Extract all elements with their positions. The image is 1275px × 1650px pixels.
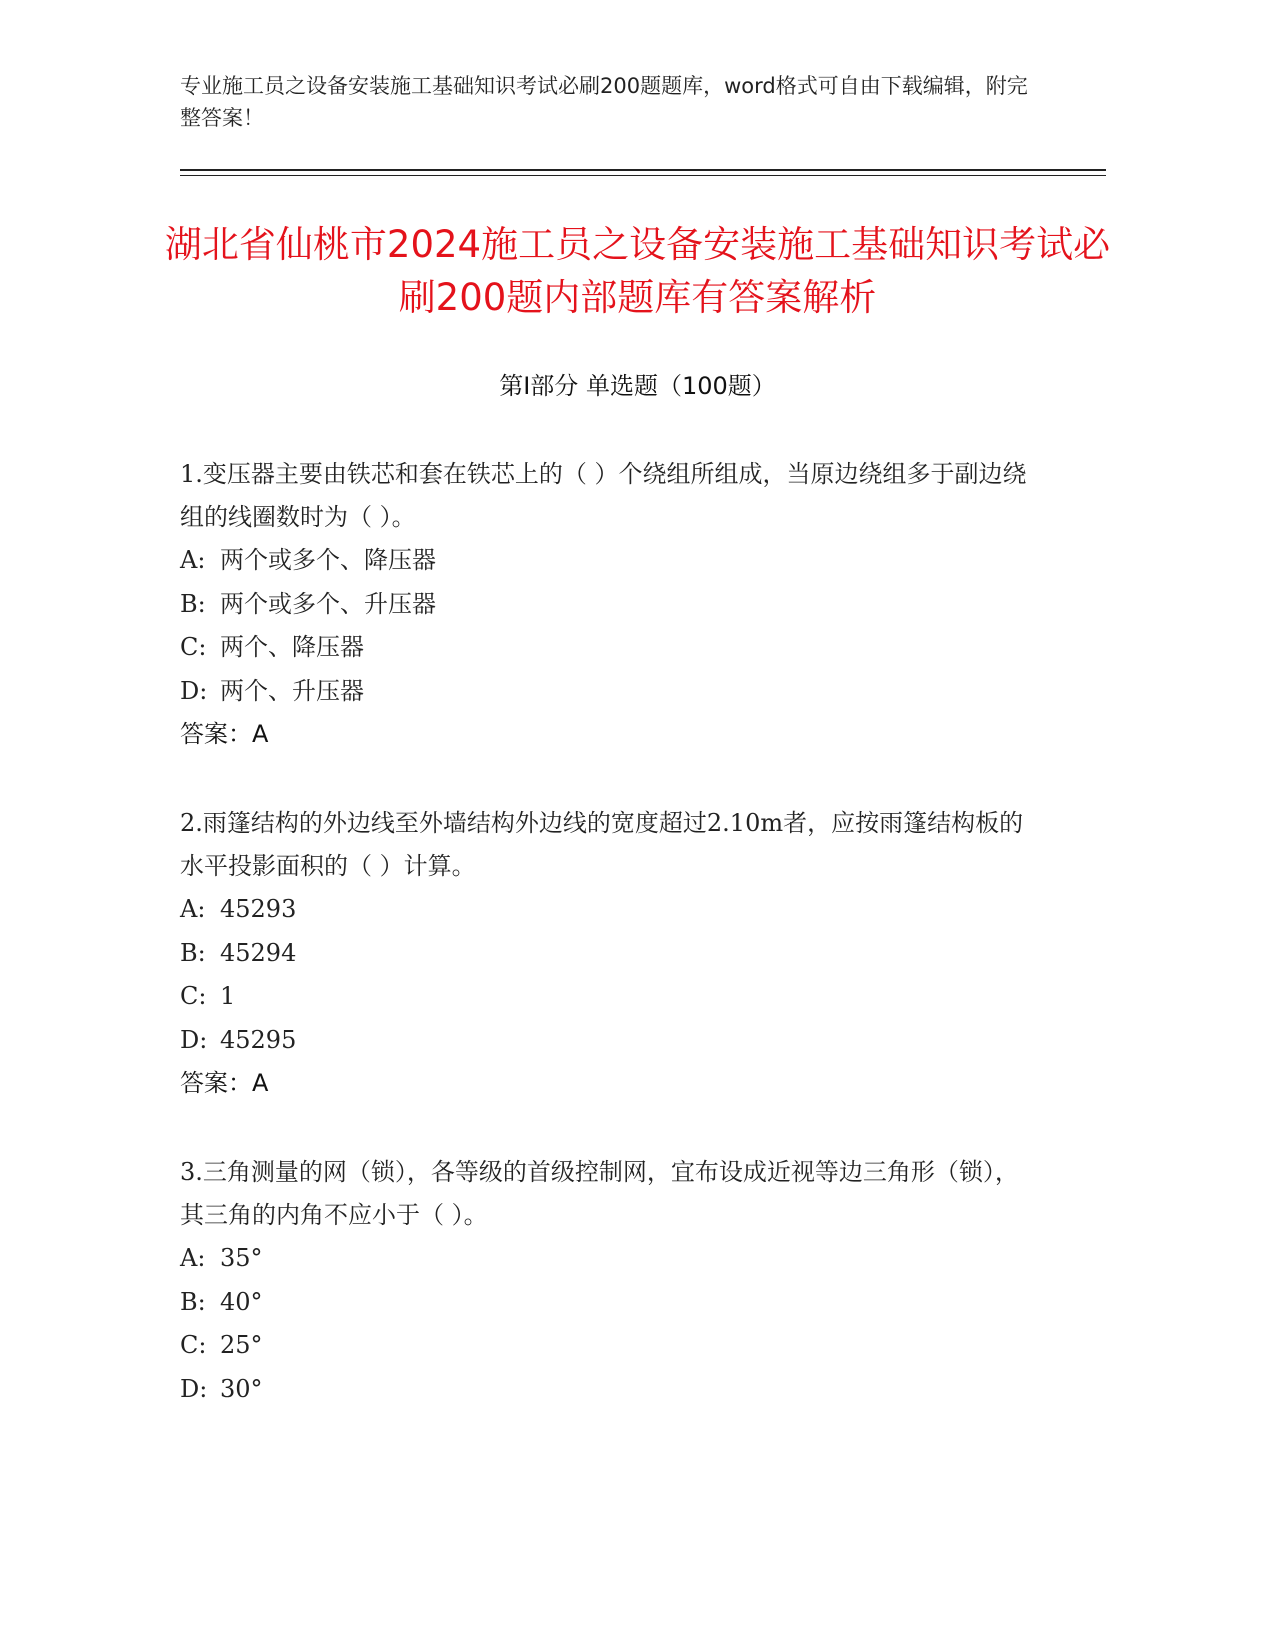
option-letter: C: bbox=[180, 633, 207, 661]
header-note: 专业施工员之设备安装施工基础知识考试必刷200题题库，word格式可自由下载编辑，附完整答案！ bbox=[180, 74, 1028, 130]
option-text: 45293 bbox=[220, 895, 297, 923]
option-letter: D: bbox=[180, 1025, 208, 1054]
option-letter: A: bbox=[180, 895, 206, 923]
answer-line: 答案：A bbox=[180, 720, 269, 748]
answer-line: 答案：A bbox=[180, 1069, 269, 1097]
option-letter: C: bbox=[180, 1331, 207, 1359]
option-letter: B: bbox=[180, 938, 206, 967]
option-b bbox=[180, 1281, 1040, 1325]
option-d bbox=[180, 1368, 1040, 1412]
option-letter: D: bbox=[180, 1374, 208, 1403]
option-letter: A: bbox=[180, 546, 206, 574]
option-d bbox=[180, 670, 1040, 714]
option-text: 45294 bbox=[220, 938, 297, 967]
option-text: 两个、降压器 bbox=[220, 633, 364, 661]
option-b bbox=[180, 932, 1040, 976]
header-divider-thick bbox=[180, 169, 1106, 171]
option-text: 1 bbox=[220, 982, 236, 1010]
question-stem: 1.变压器主要由铁芯和套在铁芯上的（ ）个绕组所组成，当原边绕组多于副边绕组的线圈数时为（ ）。 bbox=[180, 460, 1027, 531]
option-text: 35° bbox=[220, 1244, 263, 1272]
option-text: 两个或多个、降压器 bbox=[220, 546, 436, 574]
option-c bbox=[180, 626, 1040, 670]
question-stem: 2.雨篷结构的外边线至外墙结构外边线的宽度超过2.10m者，应按雨篷结构板的水平投影面积的（ ）计算。 bbox=[180, 809, 1024, 880]
option-text: 40° bbox=[220, 1287, 263, 1316]
option-a bbox=[180, 539, 1040, 583]
option-a bbox=[180, 1237, 1040, 1281]
option-b bbox=[180, 583, 1040, 627]
option-letter: C: bbox=[180, 982, 207, 1010]
option-text: 两个或多个、升压器 bbox=[220, 589, 436, 618]
option-c bbox=[180, 975, 1040, 1019]
question-2 bbox=[180, 802, 1040, 1106]
option-letter: B: bbox=[180, 589, 206, 618]
option-letter: A: bbox=[180, 1244, 206, 1272]
header-divider-thin bbox=[180, 175, 1106, 176]
section-title: 第Ⅰ部分 单选题（100题） bbox=[499, 372, 776, 400]
option-a bbox=[180, 888, 1040, 932]
option-text: 30° bbox=[220, 1374, 263, 1403]
option-letter: B: bbox=[180, 1287, 206, 1316]
option-letter: D: bbox=[180, 676, 208, 705]
question-1 bbox=[180, 453, 1040, 757]
option-text: 两个、升压器 bbox=[220, 676, 364, 705]
option-d bbox=[180, 1019, 1040, 1063]
option-text: 45295 bbox=[220, 1025, 297, 1054]
question-3 bbox=[180, 1151, 1040, 1411]
option-c bbox=[180, 1324, 1040, 1368]
document-title: 湖北省仙桃市2024施工员之设备安装施工基础知识考试必刷200题内部题库有答案解析 bbox=[164, 223, 1111, 319]
question-stem: 3.三角测量的网（锁），各等级的首级控制网，宜布设成近视等边三角形（锁），其三角的内角不应小于（ ）。 bbox=[180, 1158, 1019, 1229]
option-text: 25° bbox=[220, 1331, 263, 1359]
